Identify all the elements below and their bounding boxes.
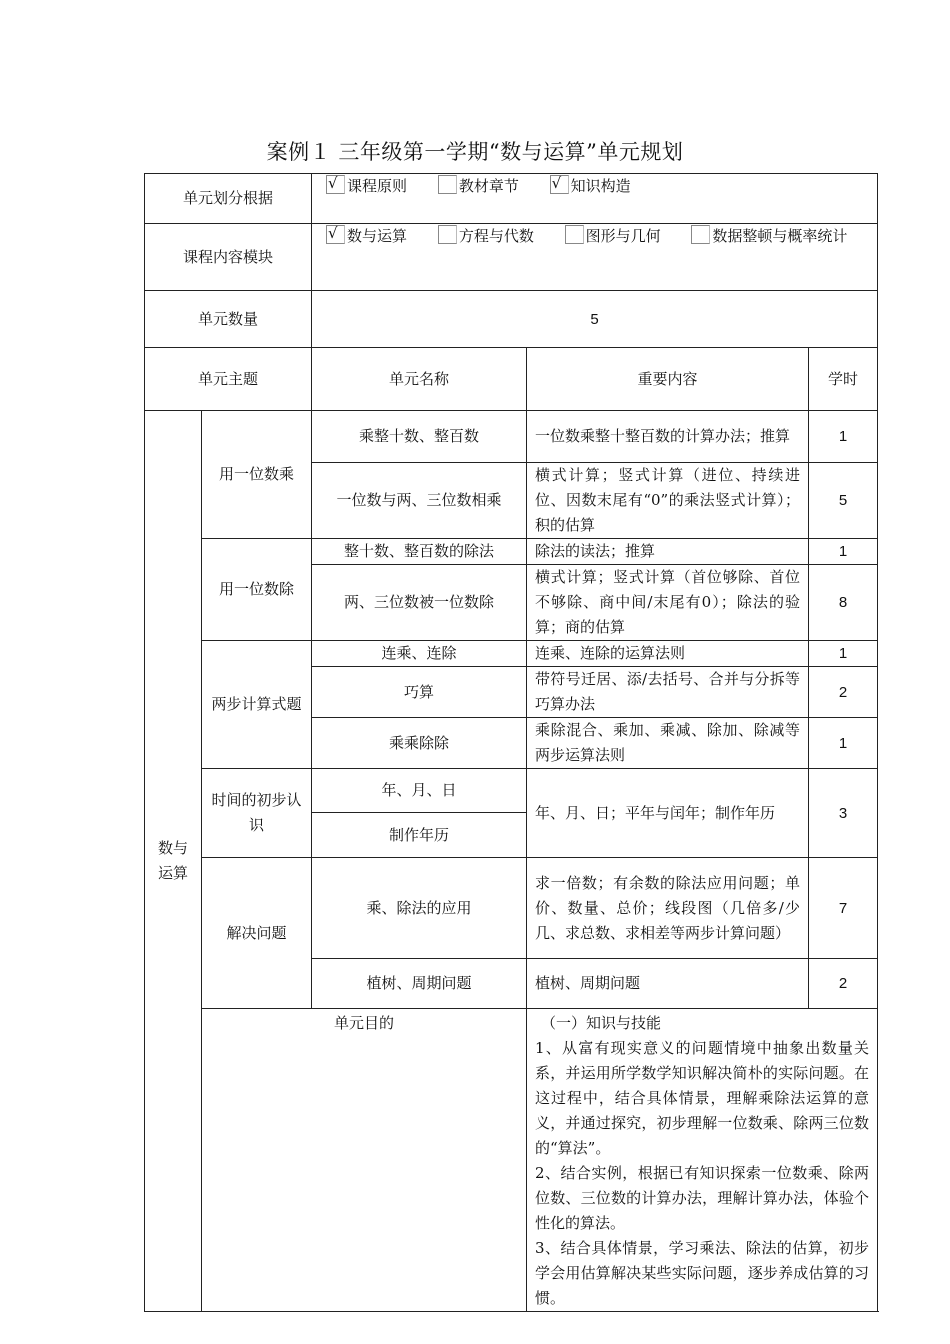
unit-content: 年、月、日；平年与闰年；制作年历 bbox=[527, 769, 809, 858]
unit-name: 巧算 bbox=[312, 667, 527, 718]
basis-row bbox=[145, 174, 878, 224]
unit-content: 连乘、连除的运算法则 bbox=[527, 641, 809, 667]
unit-content: 求一倍数；有余数的除法应用问题；单价、数量、总价；线段图（几倍多/少几、求总数、求相差等两步计算问题） bbox=[527, 858, 809, 959]
unit-hours: 1 bbox=[809, 411, 878, 463]
unit-hours: 2 bbox=[809, 959, 878, 1009]
unit-hours: 5 bbox=[809, 463, 878, 539]
unit-hours: 3 bbox=[809, 769, 878, 858]
header-theme: 单元主题 bbox=[145, 348, 312, 411]
unit-content: 除法的读法；推算 bbox=[527, 539, 809, 565]
checkbox-empty-icon[interactable] bbox=[691, 225, 710, 244]
unit-name: 一位数与两、三位数相乘 bbox=[312, 463, 527, 539]
goal-label: 单元目的 bbox=[202, 1009, 527, 1312]
checkbox-checked-icon[interactable]: √ bbox=[550, 175, 569, 194]
unit-content: 乘除混合、乘加、乘减、除加、除减等两步运算法则 bbox=[527, 718, 809, 769]
goal-row bbox=[145, 1009, 878, 1312]
unit-count-label: 单元数量 bbox=[145, 291, 312, 348]
goal-content bbox=[527, 1009, 878, 1312]
basis-option-textbook[interactable]: 教材章节 bbox=[438, 174, 519, 199]
unit-content: 横式计算；竖式计算（首位够除、首位不够除、商中间/末尾有0）；除法的验算；商的估算 bbox=[527, 565, 809, 641]
unit-content: 带符号迁居、添/去括号、合并与分拆等巧算办法 bbox=[527, 667, 809, 718]
basis-label: 单元划分根据 bbox=[145, 174, 312, 224]
header-name: 单元名称 bbox=[312, 348, 527, 411]
basis-options bbox=[312, 174, 878, 224]
unit-name: 年、月、日 bbox=[312, 769, 527, 813]
theme-cell: 解决问题 bbox=[202, 858, 312, 1009]
checkbox-empty-icon[interactable] bbox=[438, 225, 457, 244]
theme-cell: 时间的初步认识 bbox=[202, 769, 312, 858]
document-title: 案例１ 三年级第一学期“数与运算”单元规划 bbox=[266, 140, 684, 164]
unit-content: 植树、周期问题 bbox=[527, 959, 809, 1009]
domain-label: 数与运算 bbox=[145, 411, 202, 1312]
unit-hours: 1 bbox=[809, 718, 878, 769]
checkbox-empty-icon[interactable] bbox=[565, 225, 584, 244]
checkbox-checked-icon[interactable]: √ bbox=[326, 175, 345, 194]
unit-hours: 2 bbox=[809, 667, 878, 718]
unit-name: 植树、周期问题 bbox=[312, 959, 527, 1009]
module-label: 课程内容模块 bbox=[145, 224, 312, 291]
table-row bbox=[145, 539, 878, 565]
unit-count-value: 5 bbox=[312, 291, 878, 348]
unit-name: 乘整十数、整百数 bbox=[312, 411, 527, 463]
module-options bbox=[312, 224, 878, 291]
unit-hours: 1 bbox=[809, 539, 878, 565]
table-row bbox=[145, 411, 878, 463]
goal-item: 3、结合具体情景，学习乘法、除法的估算，初步学会用估算解决某些实际问题，逐步养成估算的习惯。 bbox=[535, 1239, 870, 1307]
module-option-geometry[interactable]: 图形与几何 bbox=[565, 224, 661, 249]
unit-hours: 8 bbox=[809, 565, 878, 641]
theme-cell: 用一位数乘 bbox=[202, 411, 312, 539]
unit-content: 横式计算；竖式计算（进位、持续进位、因数末尾有“0”的乘法竖式计算）；积的估算 bbox=[527, 463, 809, 539]
unit-hours: 1 bbox=[809, 641, 878, 667]
basis-option-curriculum[interactable]: √ 课程原则 bbox=[328, 174, 408, 195]
unit-name: 制作年历 bbox=[312, 813, 527, 858]
theme-cell: 用一位数除 bbox=[202, 539, 312, 641]
table-row bbox=[145, 641, 878, 667]
header-hours: 学时 bbox=[809, 348, 878, 411]
goal-heading: （一）知识与技能 bbox=[541, 1014, 662, 1032]
header-row bbox=[145, 348, 878, 411]
table-row bbox=[145, 858, 878, 959]
module-option-statistics[interactable]: 数据整顿与概率统计 bbox=[691, 224, 847, 249]
goal-item: 2、结合实例，根据已有知识探索一位数乘、除两位数、三位数的计算办法，理解计算办法，体验个性化的算法。 bbox=[535, 1164, 870, 1232]
unit-count-row bbox=[145, 291, 878, 348]
theme-cell: 两步计算式题 bbox=[202, 641, 312, 769]
module-option-number[interactable]: √ 数与运算 bbox=[328, 224, 408, 245]
unit-name: 两、三位数被一位数除 bbox=[312, 565, 527, 641]
unit-name: 乘乘除除 bbox=[312, 718, 527, 769]
goal-item: 1、从富有现实意义的问题情境中抽象出数量关系，并运用所学数学知识解决简朴的实际问题。在这过程中，结合具体情景，理解乘除法运算的意义，并通过探究，初步理解一位数乘、除两三位数的“算法”。 bbox=[535, 1039, 870, 1157]
table-row bbox=[145, 769, 878, 813]
unit-name: 连乘、连除 bbox=[312, 641, 527, 667]
unit-content: 一位数乘整十整百数的计算办法；推算 bbox=[527, 411, 809, 463]
checkbox-empty-icon[interactable] bbox=[438, 175, 457, 194]
checkbox-checked-icon[interactable]: √ bbox=[326, 225, 345, 244]
module-option-algebra[interactable]: 方程与代数 bbox=[438, 224, 534, 249]
unit-name: 整十数、整百数的除法 bbox=[312, 539, 527, 565]
unit-plan-table bbox=[144, 173, 878, 1312]
unit-hours: 7 bbox=[809, 858, 878, 959]
unit-name: 乘、除法的应用 bbox=[312, 858, 527, 959]
header-content: 重要内容 bbox=[527, 348, 809, 411]
basis-option-knowledge[interactable]: √ 知识构造 bbox=[551, 174, 631, 195]
module-row bbox=[145, 224, 878, 291]
